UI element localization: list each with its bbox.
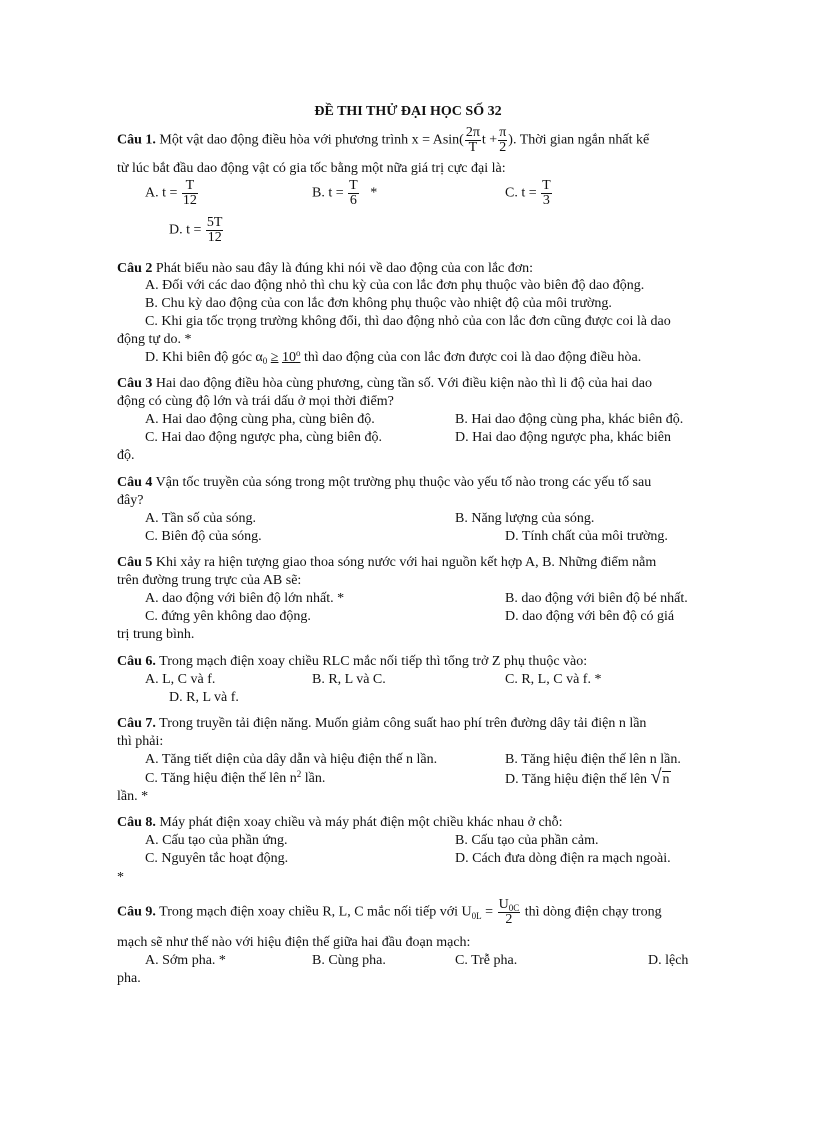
question-9-option-b[interactable]: B. Cùng pha. bbox=[312, 953, 386, 968]
question-6-option-b[interactable]: B. R, L và C. bbox=[312, 672, 386, 687]
question-6-option-c[interactable]: C. R, L, C và f. * bbox=[505, 672, 602, 687]
question-8-answer-mark: * bbox=[117, 870, 124, 885]
question-4-option-b[interactable]: B. Năng lượng của sóng. bbox=[455, 511, 595, 526]
question-8-option-b[interactable]: B. Cấu tạo của phần cảm. bbox=[455, 833, 599, 848]
question-4-option-d[interactable]: D. Tính chất của môi trường. bbox=[505, 529, 668, 544]
question-3-stem: Câu 3 Hai dao động điều hòa cùng phương, cùng tần số. Với điều kiện nào thì li độ của hai dao bbox=[117, 376, 652, 391]
square-root-icon: √ bbox=[650, 766, 662, 788]
question-1-option-a[interactable]: A. t = $\frac{T}{12}$ bbox=[145, 178, 197, 208]
question-7-option-b[interactable]: B. Tăng hiệu điện thế lên n lần. bbox=[505, 752, 681, 767]
question-4-stem-line2: đây? bbox=[117, 493, 144, 508]
question-9-option-a[interactable]: A. Sớm pha. * bbox=[145, 953, 226, 968]
question-1-option-b[interactable]: B. t = $\frac{T}{6}$ * bbox=[312, 178, 378, 208]
question-7-stem-line2: thì phải: bbox=[117, 734, 164, 749]
question-1-option-c[interactable]: C. t = $\frac{T}{3}$ bbox=[505, 178, 551, 208]
question-5-option-a[interactable]: A. dao động với biên độ lớn nhất. * bbox=[145, 591, 345, 606]
question-7-label: Câu 7. bbox=[117, 716, 156, 731]
question-5-option-d-line2[interactable]: trị trung bình. bbox=[117, 627, 195, 642]
question-3-option-a[interactable]: A. Hai dao động cùng pha, cùng biên độ. bbox=[145, 412, 375, 427]
question-5-option-c[interactable]: C. đứng yên không dao động. bbox=[145, 609, 311, 624]
question-8-option-c[interactable]: C. Nguyên tắc hoạt động. bbox=[145, 851, 289, 866]
question-9-stem: Câu 9. Trong mạch điện xoay chiều R, L, C mắc nối tiếp với $U_{0L}$ = $\frac{U_{0C}}{2}$ thì dòng điện chạy trong bbox=[117, 897, 662, 927]
question-4-label: Câu 4 bbox=[117, 475, 153, 490]
question-1-stem: Câu 1. Một vật dao động điều hòa với phương trình x = Asin( $\frac{2\pi}{T}$ t + $\frac{\pi}{2}$ ). Thời gian ngắn nhất kể bbox=[117, 125, 650, 155]
fraction-2pi-over-T: $\frac{2\pi}{T}$ bbox=[465, 125, 480, 155]
question-4-stem: Câu 4 Vận tốc truyền của sóng trong một trường phụ thuộc vào yếu tố nào trong các yếu tố sau bbox=[117, 475, 652, 490]
question-6-label: Câu 6. bbox=[117, 654, 156, 669]
question-8-stem: Câu 8. Máy phát điện xoay chiều và máy phát điện một chiều khác nhau ở chỗ: bbox=[117, 815, 563, 830]
question-1-label: Câu 1. bbox=[117, 132, 156, 148]
question-4-option-c[interactable]: C. Biên độ của sóng. bbox=[145, 529, 262, 544]
question-2-option-c-line2[interactable]: động tự do. * bbox=[117, 332, 192, 347]
question-6-stem: Câu 6. Trong mạch điện xoay chiều RLC mắc nối tiếp thì tổng trở Z phụ thuộc vào: bbox=[117, 654, 588, 669]
question-3-stem-line2: động có cùng độ lớn và trái dấu ở mọi thời điểm? bbox=[117, 394, 394, 409]
question-7-option-d-line2[interactable]: lần. * bbox=[117, 789, 149, 804]
question-8-option-a[interactable]: A. Cấu tạo của phần ứng. bbox=[145, 833, 288, 848]
question-7-option-d[interactable]: D. Tăng hiệu điện thế lên √n bbox=[505, 766, 670, 788]
answer-mark: * bbox=[370, 185, 378, 201]
question-7-option-c[interactable]: C. Tăng hiệu điện thế lên $n^2$ lần. bbox=[145, 769, 326, 786]
question-1-option-d[interactable]: D. t = $\frac{5T}{12}$ bbox=[169, 215, 223, 245]
fraction-U0C-over-2: $\frac{U_{0C}}{2}$ bbox=[498, 897, 520, 927]
question-4-option-a[interactable]: A. Tần số của sóng. bbox=[145, 511, 256, 526]
question-2-option-c[interactable]: C. Khi gia tốc trọng trường không đổi, thì dao động nhỏ của con lắc đơn cũng được coi là dao bbox=[145, 314, 671, 329]
question-5-stem-line2: trên đường trung trực của AB sẽ: bbox=[117, 573, 302, 588]
question-6-option-a[interactable]: A. L, C và f. bbox=[145, 672, 216, 687]
question-6-option-d[interactable]: D. R, L và f. bbox=[169, 690, 239, 705]
question-9-option-c[interactable]: C. Trễ pha. bbox=[455, 953, 518, 968]
question-5-label: Câu 5 bbox=[117, 555, 153, 570]
question-2-option-a[interactable]: A. Đối với các dao động nhỏ thì chu kỳ của con lắc đơn phụ thuộc vào biên độ dao động. bbox=[145, 278, 645, 293]
question-1-stem-line2: từ lúc bắt đầu dao động vật có gia tốc bằng một nữa giá trị cực đại là: bbox=[117, 161, 506, 176]
page-title: ĐỀ THI THỬ ĐẠI HỌC SỐ 32 bbox=[314, 104, 502, 119]
question-7-stem: Câu 7. Trong truyền tải điện năng. Muốn giảm công suất hao phí trên đường dây tải điện n lần bbox=[117, 716, 647, 731]
question-7-option-a[interactable]: A. Tăng tiết diện của dây dẫn và hiệu điện thế n lần. bbox=[145, 752, 438, 767]
question-2-option-b[interactable]: B. Chu kỳ dao động của con lắc đơn không phụ thuộc vào nhiệt độ của môi trường. bbox=[145, 296, 612, 311]
question-3-label: Câu 3 bbox=[117, 376, 153, 391]
question-5-option-b[interactable]: B. dao động với biên độ bé nhất. bbox=[505, 591, 688, 606]
question-5-stem: Câu 5 Khi xảy ra hiện tượng giao thoa sóng nước với hai nguồn kết hợp A, B. Những điểm nằm bbox=[117, 555, 657, 570]
question-9-label: Câu 9. bbox=[117, 904, 156, 920]
question-3-option-d-line2[interactable]: độ. bbox=[117, 448, 135, 463]
question-5-option-d[interactable]: D. dao động với bên độ có giá bbox=[505, 609, 675, 624]
question-9-option-d-line2[interactable]: pha. bbox=[117, 971, 141, 986]
question-3-option-d[interactable]: D. Hai dao động ngược pha, khác biên bbox=[455, 430, 671, 445]
question-8-option-d[interactable]: D. Cách đưa dòng điện ra mạch ngoài. bbox=[455, 851, 671, 866]
question-2-stem: Câu 2 Phát biểu nào sau đây là đúng khi nói về dao động của con lắc đơn: bbox=[117, 261, 534, 276]
question-2-label: Câu 2 bbox=[117, 261, 153, 276]
question-2-option-d[interactable]: D. Khi biên độ góc $\alpha_0 \ge 10^o$ thì dao động của con lắc đơn được coi là dao động điều hòa. bbox=[145, 348, 642, 366]
question-8-label: Câu 8. bbox=[117, 815, 156, 830]
question-3-option-c[interactable]: C. Hai dao động ngược pha, cùng biên độ. bbox=[145, 430, 383, 445]
question-3-option-b[interactable]: B. Hai dao động cùng pha, khác biên độ. bbox=[455, 412, 684, 427]
question-9-stem-line2: mạch sẽ như thế nào với hiệu điện thế giữa hai đầu đoạn mạch: bbox=[117, 935, 471, 950]
question-9-option-d[interactable]: D. lệch bbox=[648, 953, 689, 968]
fraction-pi-over-2: $\frac{\pi}{2}$ bbox=[499, 125, 507, 155]
